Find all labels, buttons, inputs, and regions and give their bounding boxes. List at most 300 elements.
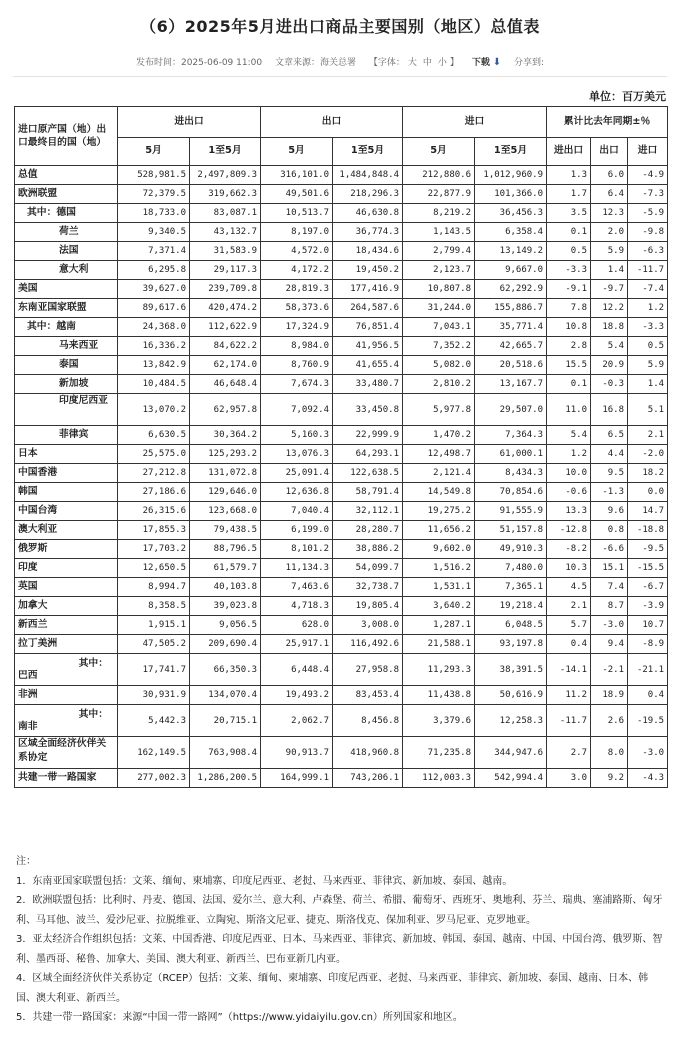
cell-e15: 33,480.7 [333,375,403,394]
table-row [15,166,668,185]
table-row [15,375,668,394]
cell-e5: 628.0 [261,616,333,635]
cell-yi: 10.7 [628,616,668,635]
font-size-label: 【字体： [368,58,405,68]
cell-yi: -7.3 [628,185,668,204]
cell-ye: 6.4 [591,185,628,204]
table-row [15,299,668,318]
cell-t5: 24,368.0 [118,318,190,337]
cell-ye: 6.5 [591,426,628,445]
row-name: 其中：德国 [15,204,118,223]
cell-yt: 0.4 [547,635,591,654]
table-row [15,483,668,502]
cell-i5: 2,123.7 [403,261,475,280]
cell-yi: 1.4 [628,375,668,394]
cell-i5: 1,143.5 [403,223,475,242]
cell-e5: 7,674.3 [261,375,333,394]
cell-ye: 7.4 [591,578,628,597]
cell-i15: 61,000.1 [475,445,547,464]
notes-label: 注： [16,856,36,867]
cell-i15: 36,456.3 [475,204,547,223]
cell-ye: 9.5 [591,464,628,483]
table-row [15,654,668,686]
cell-e5: 17,324.9 [261,318,333,337]
cell-yt: 13.3 [547,502,591,521]
cell-e5: 10,513.7 [261,204,333,223]
table-row [15,502,668,521]
cell-t15: 30,364.2 [190,426,261,445]
cell-t15: 46,648.4 [190,375,261,394]
cell-i15: 13,167.7 [475,375,547,394]
cell-e15: 38,886.2 [333,540,403,559]
cell-t5: 10,484.5 [118,375,190,394]
cell-e15: 418,960.8 [333,737,403,769]
cell-t15: 129,646.0 [190,483,261,502]
cell-yt: 0.5 [547,242,591,261]
row-name: 印度 [15,559,118,578]
cell-e15: 264,587.6 [333,299,403,318]
cell-ye: 18.8 [591,318,628,337]
cell-e15: 28,280.7 [333,521,403,540]
cell-yi: 18.2 [628,464,668,483]
cell-yi: -3.3 [628,318,668,337]
cell-t15: 239,709.8 [190,280,261,299]
cell-yi: -2.0 [628,445,668,464]
cell-e15: 58,791.4 [333,483,403,502]
table-row [15,686,668,705]
cell-i15: 91,555.9 [475,502,547,521]
import-may-header: 5月 [403,137,475,165]
row-name: 中国台湾 [15,502,118,521]
cell-i15: 9,667.0 [475,261,547,280]
row-name: 美国 [15,280,118,299]
cell-ye: -2.1 [591,654,628,686]
cell-e15: 1,484,848.4 [333,166,403,185]
cell-yi: -19.5 [628,705,668,737]
cell-i5: 3,379.6 [403,705,475,737]
cell-yt: -3.3 [547,261,591,280]
cell-e15: 32,738.7 [333,578,403,597]
cell-ye: 20.9 [591,356,628,375]
cell-e15: 32,112.1 [333,502,403,521]
table-row [15,464,668,483]
cell-i5: 1,470.2 [403,426,475,445]
cell-ye: -3.0 [591,616,628,635]
table-row [15,769,668,788]
cell-e5: 7,463.6 [261,578,333,597]
table-row [15,337,668,356]
cell-i15: 7,364.3 [475,426,547,445]
cell-e5: 25,917.1 [261,635,333,654]
cell-i5: 9,602.0 [403,540,475,559]
cell-yi: 5.1 [628,394,668,426]
cell-ye: 15.1 [591,559,628,578]
cell-e5: 4,572.0 [261,242,333,261]
trade-table [14,106,668,788]
cell-t15: 319,662.3 [190,185,261,204]
cell-t5: 16,336.2 [118,337,190,356]
row-name: 菲律宾 [15,426,118,445]
cell-t15: 39,023.8 [190,597,261,616]
cell-t15: 2,497,809.3 [190,166,261,185]
table-row [15,223,668,242]
cell-e5: 12,636.8 [261,483,333,502]
cell-i5: 7,352.2 [403,337,475,356]
cell-i5: 2,799.4 [403,242,475,261]
cell-i5: 19,275.2 [403,502,475,521]
cell-i5: 1,531.1 [403,578,475,597]
row-name: 加拿大 [15,597,118,616]
cell-t5: 6,630.5 [118,426,190,445]
cell-t15: 29,117.3 [190,261,261,280]
cell-yt: 2.1 [547,597,591,616]
cell-e15: 36,774.3 [333,223,403,242]
cell-e5: 6,199.0 [261,521,333,540]
cell-e15: 122,638.5 [333,464,403,483]
cell-yi: 0.0 [628,483,668,502]
cell-ye: 5.9 [591,242,628,261]
cell-e5: 13,076.3 [261,445,333,464]
cell-t5: 6,295.8 [118,261,190,280]
table-row [15,635,668,654]
publish-time: 发布时间：2025-06-09 11:00 [135,58,263,68]
cell-e5: 28,819.3 [261,280,333,299]
cell-t5: 5,442.3 [118,705,190,737]
table-row [15,394,668,426]
table-row [15,705,668,737]
cell-ye: 12.3 [591,204,628,223]
cell-ye: 1.4 [591,261,628,280]
cell-i5: 2,810.2 [403,375,475,394]
cell-i5: 7,043.1 [403,318,475,337]
cell-i5: 1,287.1 [403,616,475,635]
cell-t5: 13,842.9 [118,356,190,375]
row-name: 印度尼西亚 [15,394,118,426]
cell-t5: 162,149.5 [118,737,190,769]
cell-t5: 72,379.5 [118,185,190,204]
cell-yt: 2.7 [547,737,591,769]
trade-header: 进出口 [118,107,261,138]
cell-e5: 4,172.2 [261,261,333,280]
row-name: 韩国 [15,483,118,502]
cell-e5: 49,501.6 [261,185,333,204]
cell-i15: 29,507.0 [475,394,547,426]
row-name-label: 南非 [18,720,38,732]
cell-yt: 5.4 [547,426,591,445]
cell-i5: 3,640.2 [403,597,475,616]
table-row [15,540,668,559]
cell-e15: 54,099.7 [333,559,403,578]
cell-i15: 38,391.5 [475,654,547,686]
cell-t15: 209,690.4 [190,635,261,654]
cell-yi: -4.9 [628,166,668,185]
yoy-trade-header: 进出口 [547,137,591,165]
cell-t5: 8,994.7 [118,578,190,597]
cell-e5: 8,760.9 [261,356,333,375]
cell-i15: 1,012,960.9 [475,166,547,185]
cell-i15: 7,480.0 [475,559,547,578]
yoy-header: 累计比去年同期±％ [547,107,668,138]
cell-yt: 10.8 [547,318,591,337]
row-name: 新西兰 [15,616,118,635]
cell-e15: 83,453.4 [333,686,403,705]
cell-ye: 5.4 [591,337,628,356]
cell-t15: 20,715.1 [190,705,261,737]
header-divider [13,76,667,77]
table-row [15,185,668,204]
cell-t5: 26,315.6 [118,502,190,521]
cell-yt: 1.3 [547,166,591,185]
yoy-import-header: 进口 [628,137,668,165]
article-meta [0,55,680,68]
table-row [15,597,668,616]
cell-i5: 31,244.0 [403,299,475,318]
row-name: 日本 [15,445,118,464]
cell-i15: 101,366.0 [475,185,547,204]
cell-t5: 18,733.0 [118,204,190,223]
cell-yi: 5.9 [628,356,668,375]
row-name: 东南亚国家联盟 [15,299,118,318]
note-item: 1．东南亚国家联盟包括：文莱、缅甸、柬埔寨、印度尼西亚、老挝、马来西亚、菲律宾、新加坡、泰国、越南。 [16,875,513,887]
cell-t15: 84,622.2 [190,337,261,356]
cell-i15: 12,258.3 [475,705,547,737]
cell-ye: -9.7 [591,280,628,299]
row-name: 拉丁美洲 [15,635,118,654]
cell-e5: 8,197.0 [261,223,333,242]
cell-yt: -11.7 [547,705,591,737]
cell-t15: 1,286,200.5 [190,769,261,788]
cell-i5: 21,588.1 [403,635,475,654]
cell-t5: 528,981.5 [118,166,190,185]
cell-e5: 2,062.7 [261,705,333,737]
cell-yi: 0.5 [628,337,668,356]
table-row [15,559,668,578]
cell-e5: 164,999.1 [261,769,333,788]
cell-yt: 7.8 [547,299,591,318]
cell-i15: 155,886.7 [475,299,547,318]
cell-e5: 25,091.4 [261,464,333,483]
cell-i5: 22,877.9 [403,185,475,204]
cell-e15: 27,958.8 [333,654,403,686]
cell-i5: 12,498.7 [403,445,475,464]
cell-ye: -6.6 [591,540,628,559]
cell-i15: 70,854.6 [475,483,547,502]
cell-t5: 277,002.3 [118,769,190,788]
cell-i15: 35,771.4 [475,318,547,337]
cell-yi: -18.8 [628,521,668,540]
cell-i5: 71,235.8 [403,737,475,769]
cell-ye: 8.0 [591,737,628,769]
cell-yt: 1.7 [547,185,591,204]
page-title: （6）2025年5月进出口商品主要国别（地区）总值表 [140,17,540,36]
cell-t5: 1,915.1 [118,616,190,635]
trade-may-header: 5月 [118,137,190,165]
cell-e15: 41,956.5 [333,337,403,356]
cell-e15: 218,296.3 [333,185,403,204]
article-source: 文章来源：海关总署 [274,58,356,68]
cell-i5: 212,880.6 [403,166,475,185]
cell-yi: -21.1 [628,654,668,686]
cell-t5: 12,650.5 [118,559,190,578]
row-name: 区域全面经济伙伴关系协定 [15,737,118,769]
cell-i15: 93,197.8 [475,635,547,654]
cell-t5: 9,340.5 [118,223,190,242]
cell-yt: 3.5 [547,204,591,223]
table-row [15,737,668,769]
cell-t5: 30,931.9 [118,686,190,705]
cell-e15: 46,630.8 [333,204,403,223]
cell-ye: 18.9 [591,686,628,705]
cell-t15: 131,072.8 [190,464,261,483]
cell-ye: 8.7 [591,597,628,616]
table-row [15,445,668,464]
cell-t15: 31,583.9 [190,242,261,261]
cell-e5: 7,040.4 [261,502,333,521]
cell-t15: 420,474.2 [190,299,261,318]
cell-t5: 17,703.2 [118,540,190,559]
row-name: 新加坡 [15,375,118,394]
row-name: 英国 [15,578,118,597]
cell-e5: 58,373.6 [261,299,333,318]
cell-t15: 83,087.1 [190,204,261,223]
row-name: 中国香港 [15,464,118,483]
cell-yt: 3.0 [547,769,591,788]
table-row [15,204,668,223]
cell-i5: 2,121.4 [403,464,475,483]
cell-t15: 66,350.3 [190,654,261,686]
cell-t5: 89,617.6 [118,299,190,318]
row-name: 共建一带一路国家 [15,769,118,788]
cell-yt: -0.6 [547,483,591,502]
cell-t15: 62,957.8 [190,394,261,426]
cell-t15: 62,174.0 [190,356,261,375]
cell-t15: 61,579.7 [190,559,261,578]
export-janmay-header: 1至5月 [333,137,403,165]
cell-yt: 1.2 [547,445,591,464]
cell-t15: 43,132.7 [190,223,261,242]
cell-ye: -0.3 [591,375,628,394]
cell-e5: 8,984.0 [261,337,333,356]
cell-yi: -3.9 [628,597,668,616]
row-name-prefix: 其中： [78,657,108,669]
font-size-close: 】 [449,58,459,68]
cell-i15: 42,665.7 [475,337,547,356]
font-large-link[interactable]: 大 [407,58,417,68]
cell-yi: -4.3 [628,769,668,788]
cell-i15: 51,157.8 [475,521,547,540]
cell-ye: 0.8 [591,521,628,540]
row-name-prefix: 其中： [78,708,108,720]
cell-e5: 7,092.4 [261,394,333,426]
cell-e5: 316,101.0 [261,166,333,185]
cell-ye: 2.0 [591,223,628,242]
note-item: 3．亚太经济合作组织包括：文莱、中国香港、印度尼西亚、日本、马来西亚、菲律宾、新加坡、韩国、泰国、越南、中国、中国台湾、俄罗斯、智利、墨西哥、秘鲁、加拿大、美国、澳大利亚、新西兰、巴布亚新几内亚。 [16,934,663,965]
cell-yi: -15.5 [628,559,668,578]
cell-yi: 14.7 [628,502,668,521]
download-arrow-icon: ⬇ [492,57,502,68]
row-name: 非洲 [15,686,118,705]
download-link[interactable] [472,58,501,68]
cell-yt: 5.7 [547,616,591,635]
cell-e5: 6,448.4 [261,654,333,686]
note-item: 5．共建一带一路国家：来源“中国一带一路网”（https://www.yidaiyilu.gov.cn）所列国家和地区。 [16,1012,463,1023]
row-name: 马来西亚 [15,337,118,356]
share-label[interactable]: 分享到: [513,58,545,68]
table-row [15,280,668,299]
cell-e15: 18,434.6 [333,242,403,261]
font-medium-link[interactable]: 中 [422,58,432,68]
cell-i5: 8,219.2 [403,204,475,223]
cell-ye: 4.4 [591,445,628,464]
cell-t5: 27,212.8 [118,464,190,483]
cell-i15: 19,218.4 [475,597,547,616]
cell-i5: 112,003.3 [403,769,475,788]
cell-yt: 15.5 [547,356,591,375]
cell-i15: 6,048.5 [475,616,547,635]
cell-yi: 1.2 [628,299,668,318]
cell-yi: -9.5 [628,540,668,559]
row-name: 其中：越南 [15,318,118,337]
cell-t5: 25,575.0 [118,445,190,464]
row-name: 澳大利亚 [15,521,118,540]
cell-t15: 112,622.9 [190,318,261,337]
row-name: 欧洲联盟 [15,185,118,204]
cell-e5: 90,913.7 [261,737,333,769]
cell-t5: 17,741.7 [118,654,190,686]
cell-t15: 88,796.5 [190,540,261,559]
cell-e5: 4,718.3 [261,597,333,616]
cell-t5: 47,505.2 [118,635,190,654]
cell-e15: 3,008.0 [333,616,403,635]
cell-i5: 10,807.8 [403,280,475,299]
cell-t5: 17,855.3 [118,521,190,540]
cell-i15: 50,616.9 [475,686,547,705]
cell-t15: 9,056.5 [190,616,261,635]
cell-e5: 19,493.2 [261,686,333,705]
cell-e15: 76,851.4 [333,318,403,337]
cell-e5: 11,134.3 [261,559,333,578]
unit-label: 单位：百万美元 [589,90,666,103]
cell-yi: -5.9 [628,204,668,223]
cell-ye: 2.6 [591,705,628,737]
cell-ye: 9.2 [591,769,628,788]
cell-yt: 10.0 [547,464,591,483]
cell-e15: 177,416.9 [333,280,403,299]
notes [16,852,666,1028]
cell-e15: 19,805.4 [333,597,403,616]
row-name [15,705,118,737]
cell-i5: 11,438.8 [403,686,475,705]
cell-e15: 22,999.9 [333,426,403,445]
cell-t5: 7,371.4 [118,242,190,261]
cell-yi: -9.8 [628,223,668,242]
cell-i15: 20,518.6 [475,356,547,375]
row-name-label: 巴西 [18,669,38,681]
note-item: 2．欧洲联盟包括：比利时、丹麦、德国、法国、爱尔兰、意大利、卢森堡、荷兰、希腊、葡萄牙、西班牙、奥地利、芬兰、瑞典、塞浦路斯、匈牙利、马耳他、波兰、爱沙尼亚、拉脱维亚、立陶宛、斯洛文尼亚、捷克、斯洛伐克、保加利亚、罗马尼亚、克罗地亚。 [16,895,663,926]
cell-ye: 12.2 [591,299,628,318]
cell-yt: 10.3 [547,559,591,578]
font-small-link[interactable]: 小 [437,58,447,68]
cell-i15: 6,358.4 [475,223,547,242]
cell-i5: 5,977.8 [403,394,475,426]
cell-t5: 13,070.2 [118,394,190,426]
row-name: 意大利 [15,261,118,280]
row-name: 俄罗斯 [15,540,118,559]
cell-yt: 0.1 [547,223,591,242]
import-header: 进口 [403,107,547,138]
cell-i5: 11,656.2 [403,521,475,540]
cell-yt: 4.5 [547,578,591,597]
